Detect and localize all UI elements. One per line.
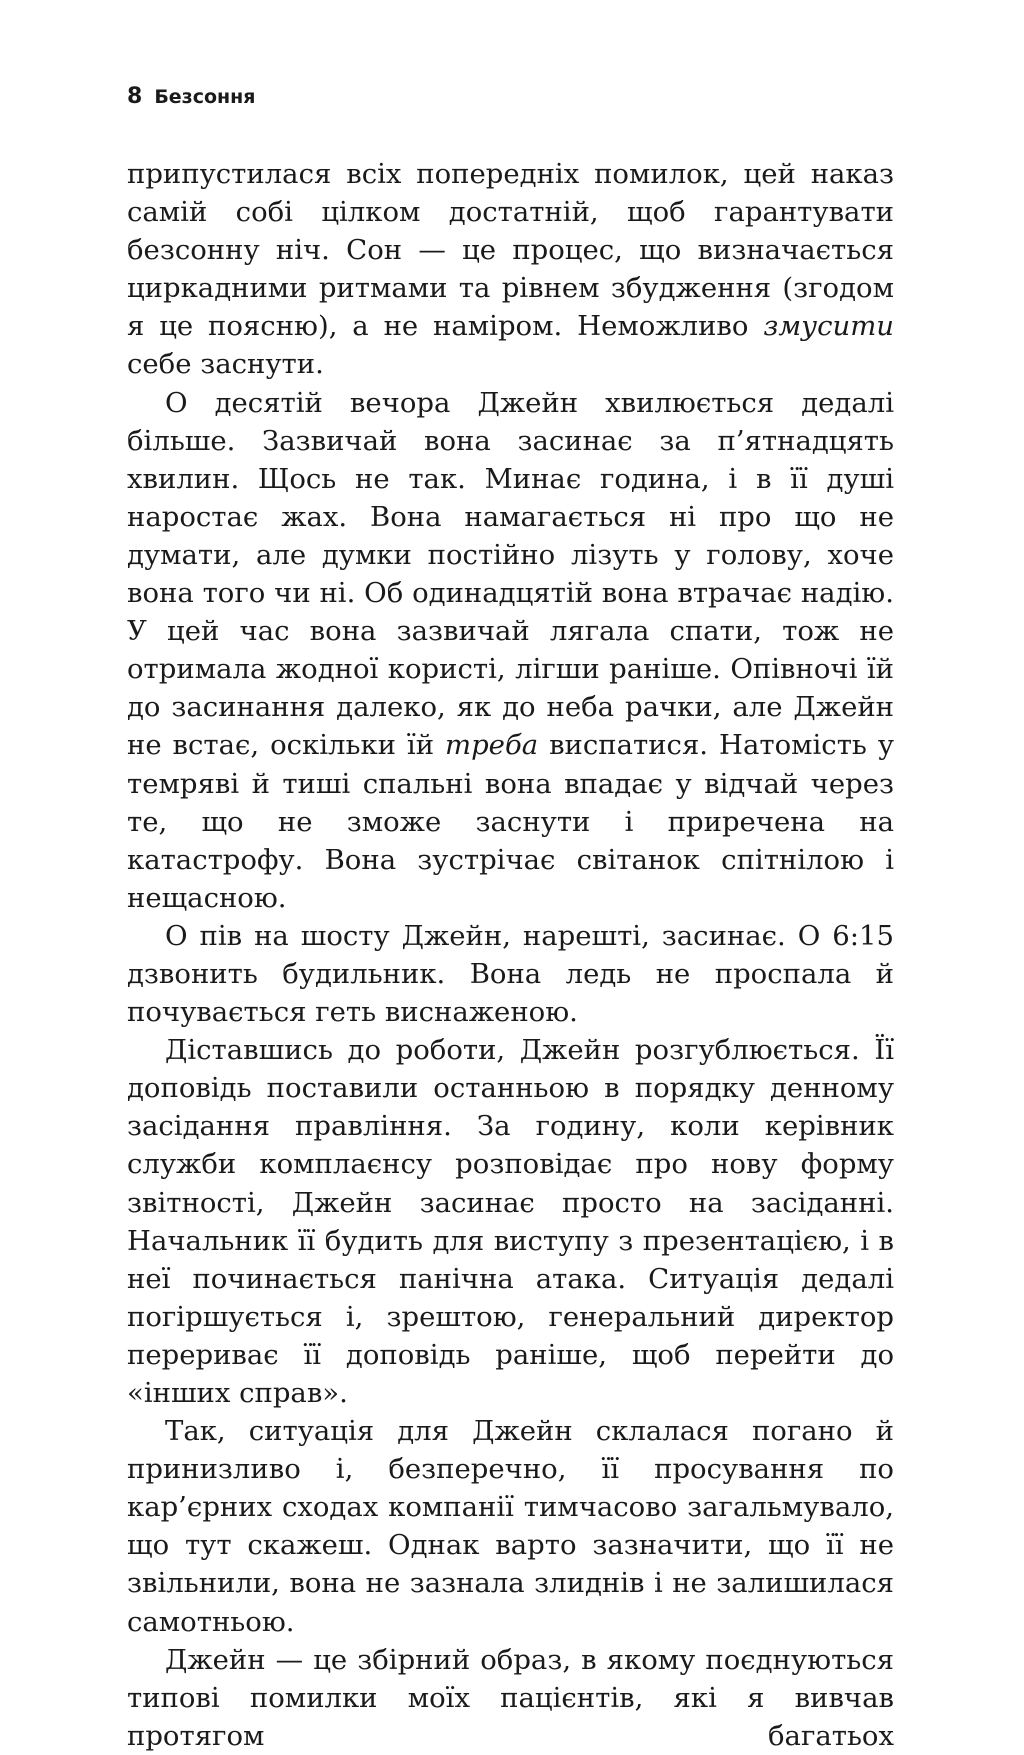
body-text [127,155,894,1755]
italic-text: треба [445,729,539,762]
text-segment: себе заснути. [127,348,324,381]
paragraph-continues-next-page [127,1641,894,1755]
text-segment: Джейн — це збірний образ, в якому поєднуються типові помилки моїх пацієнтів, які я вивчав протягом багатьох [127,1643,894,1752]
running-header [127,84,256,114]
paragraph [127,1031,894,1412]
paragraph [127,384,894,917]
paragraph-continued [127,155,894,384]
paragraph [127,1412,894,1641]
text-segment: виспатися. Натомість у темряві й тиші спальні вона впадає у відчай через те, що не зможе заснути і приречена на катастрофу. Вона зустрічає світанок спітнілою і нещасною. [127,729,895,914]
text-segment: припустилася всіх попередніх помилок, цей наказ самій собі цілком достатній, щоб гарантувати безсонну ніч. Сон — це процес, що визначається циркадними ритмами та рівнем збудження (згодом я це поясню), а не наміром. Неможливо [127,158,894,343]
paragraph [127,917,894,1031]
text-segment: Діставшись до роботи, Джейн розгублюється. Її доповідь поставили останньою в порядку денному засідання правління. За годину, коли керівник служби комплаєнсу розповідає про нову форму звітності, Джейн засинає просто на засіданні. Начальник її будить для виступу з презентацією, і в неї починається панічна атака. Ситуація дедалі погіршується і, зрештою, генеральний директор перериває її доповідь раніше, щоб перейти до «інших справ». [127,1034,894,1409]
page-number: 8 [127,84,143,109]
italic-text: змусити [763,310,894,343]
text-segment: О пів на шосту Джейн, нарешті, засинає. О 6:15 дзвонить будильник. Вона ледь не проспала й почувається геть виснаженою. [127,919,894,1029]
running-title: Безсоння [154,86,256,108]
text-segment: О десятій вечора Джейн хвилюється дедалі більше. Зазвичай вона засинає за п’ятнадцять хвилин. Щось не так. Минає година, і в її душі наростає жах. Вона намагається ні про що не думати, але думки постійно лізуть у голову, хоче вона того чи ні. Об одинадцятій вона втрачає надію. У цей час вона зазвичай лягала спати, тож не отримала жодної користі, лігши раніше. Опівночі їй до засинання далеко, як до неба рачки, але Джейн не встає, оскільки їй [127,386,894,762]
text-segment: Так, ситуація для Джейн склалася погано й принизливо і, безперечно, її просування по кар’єрних сходах компанії тимчасово загальмувало, що тут скажеш. Однак варто зазначити, що її не звільнили, вона не зазнала злиднів і не залишилася самотньою. [127,1415,894,1638]
